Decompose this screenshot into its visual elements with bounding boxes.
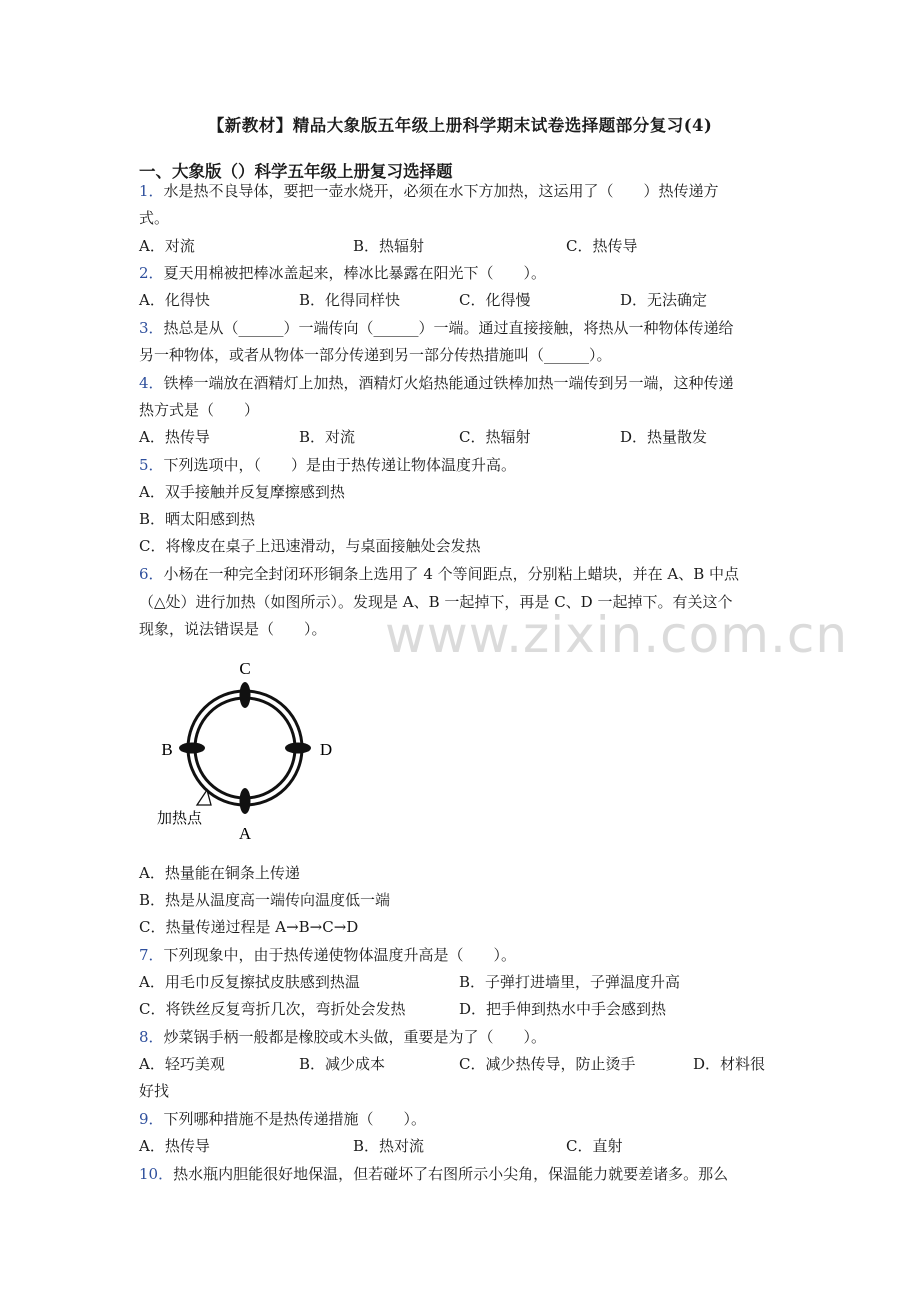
option-b: B．减少成本	[299, 1055, 386, 1073]
ring-inner	[195, 698, 295, 798]
option-b: B．晒太阳感到热	[139, 510, 256, 528]
option-b: B．子弹打进墙里，子弹温度升高	[459, 973, 681, 991]
question-2	[139, 263, 546, 283]
option-c: C．热辐射	[459, 428, 531, 446]
question-3	[139, 318, 734, 338]
option-c: C．将橡皮在桌子上迅速滑动，与桌面接触处会发热	[139, 537, 481, 555]
option-b: B．热辐射	[353, 237, 425, 255]
option-c: C．热传导	[566, 237, 638, 255]
wax-block-a	[240, 788, 251, 814]
question-6-cont: （△处）进行加热（如图所示）。发现是 A、B 一起掉下，再是 C、D 一起掉下。有关这个	[139, 593, 733, 611]
question-number: 8．	[139, 1028, 164, 1046]
question-text: 热总是从（______）一端传向（______）一端。通过直接接触，将热从一种物体传递给	[163, 319, 734, 337]
ring-outer	[188, 691, 302, 805]
wax-block-c	[240, 682, 251, 708]
question-1	[139, 181, 719, 201]
question-text: 下列现象中，由于热传递使物体温度升高是（ ）。	[163, 946, 517, 964]
page-title: 【新教材】精品大象版五年级上册科学期末试卷选择题部分复习(4)	[207, 116, 713, 135]
question-number: 1．	[139, 182, 164, 200]
section-heading: 一、大象版（）科学五年级上册复习选择题	[139, 162, 453, 181]
option-d: D．把手伸到热水中手会感到热	[459, 1000, 667, 1018]
question-4	[139, 373, 734, 393]
wax-block-d	[285, 743, 311, 754]
question-6-cont-2: 现象，说法错误是（ ）。	[139, 620, 327, 638]
question-text: 铁棒一端放在酒精灯上加热，酒精灯火焰热能通过铁棒加热一端传到另一端，这种传递	[163, 374, 734, 392]
question-text: 热水瓶内胆能很好地保温，但若碰坏了右图所示小尖角，保温能力就要差诸多。那么	[173, 1165, 729, 1183]
question-4-cont: 热方式是（ ）	[139, 401, 260, 419]
option-c: C．直射	[566, 1137, 623, 1155]
option-b: B．热是从温度高一端传向温度低一端	[139, 891, 391, 909]
option-a: A．热量能在铜条上传递	[139, 864, 300, 882]
question-text: 下列哪种措施不是热传递措施（ ）。	[163, 1110, 427, 1128]
option-a: A．化得快	[139, 291, 210, 309]
option-a: A．对流	[139, 237, 195, 255]
option-d: D．材料很	[693, 1055, 766, 1073]
heat-point-label: 加热点	[157, 809, 203, 827]
watermark: www.zixin.com.cn	[385, 606, 849, 664]
question-1-cont: 式。	[139, 209, 170, 227]
question-8	[139, 1027, 546, 1047]
label-c: C	[239, 659, 251, 678]
question-number: 6．	[139, 565, 164, 583]
option-b: B．对流	[299, 428, 356, 446]
option-a: A．热传导	[139, 428, 210, 446]
option-b: B．热对流	[353, 1137, 425, 1155]
option-c: C．化得慢	[459, 291, 531, 309]
option-a: A．轻巧美观	[139, 1055, 225, 1073]
option-d-cont: 好找	[139, 1082, 170, 1100]
option-a: A．双手接触并反复摩擦感到热	[139, 483, 345, 501]
question-number: 3．	[139, 319, 164, 337]
label-a: A	[238, 824, 252, 843]
question-9	[139, 1109, 426, 1129]
question-3-cont: 另一种物体，或者从物体一部分传递到另一部分传热措施叫（______）。	[139, 346, 612, 364]
question-text: 小杨在一种完全封闭环形铜条上选用了 4 个等间距点，分别粘上蜡块，并在 A、B 中点	[163, 565, 740, 583]
question-7	[139, 945, 516, 965]
wax-block-b	[179, 743, 205, 754]
question-text: 水是热不良导体，要把一壶水烧开，必须在水下方加热，这运用了（ ）热传递方	[163, 182, 719, 200]
question-number: 10．	[139, 1165, 174, 1183]
option-c: C．减少热传导，防止烫手	[459, 1055, 636, 1073]
question-number: 7．	[139, 946, 164, 964]
question-number: 5．	[139, 456, 164, 474]
option-b: B．化得同样快	[299, 291, 401, 309]
label-d: D	[319, 740, 333, 759]
option-d: D．无法确定	[620, 291, 708, 309]
question-5	[139, 455, 516, 475]
option-a: A．用毛巾反复擦拭皮肤感到热温	[139, 973, 360, 991]
label-b: B	[161, 740, 173, 759]
question-10	[139, 1164, 728, 1184]
option-a: A．热传导	[139, 1137, 210, 1155]
question-text: 炒菜锅手柄一般都是橡胶或木头做，重要是为了（ ）。	[163, 1028, 547, 1046]
question-number: 4．	[139, 374, 164, 392]
option-c: C．热量传递过程是 A→B→C→D	[139, 918, 359, 936]
option-d: D．热量散发	[620, 428, 708, 446]
question-number: 9．	[139, 1110, 164, 1128]
question-number: 2．	[139, 264, 164, 282]
option-c: C．将铁丝反复弯折几次，弯折处会发热	[139, 1000, 406, 1018]
question-6	[139, 564, 739, 584]
copper-ring-diagram	[150, 655, 350, 845]
question-text: 夏天用棉被把棒冰盖起来，棒冰比暴露在阳光下（ ）。	[163, 264, 547, 282]
question-text: 下列选项中，（ ）是由于热传递让物体温度升高。	[163, 456, 517, 474]
